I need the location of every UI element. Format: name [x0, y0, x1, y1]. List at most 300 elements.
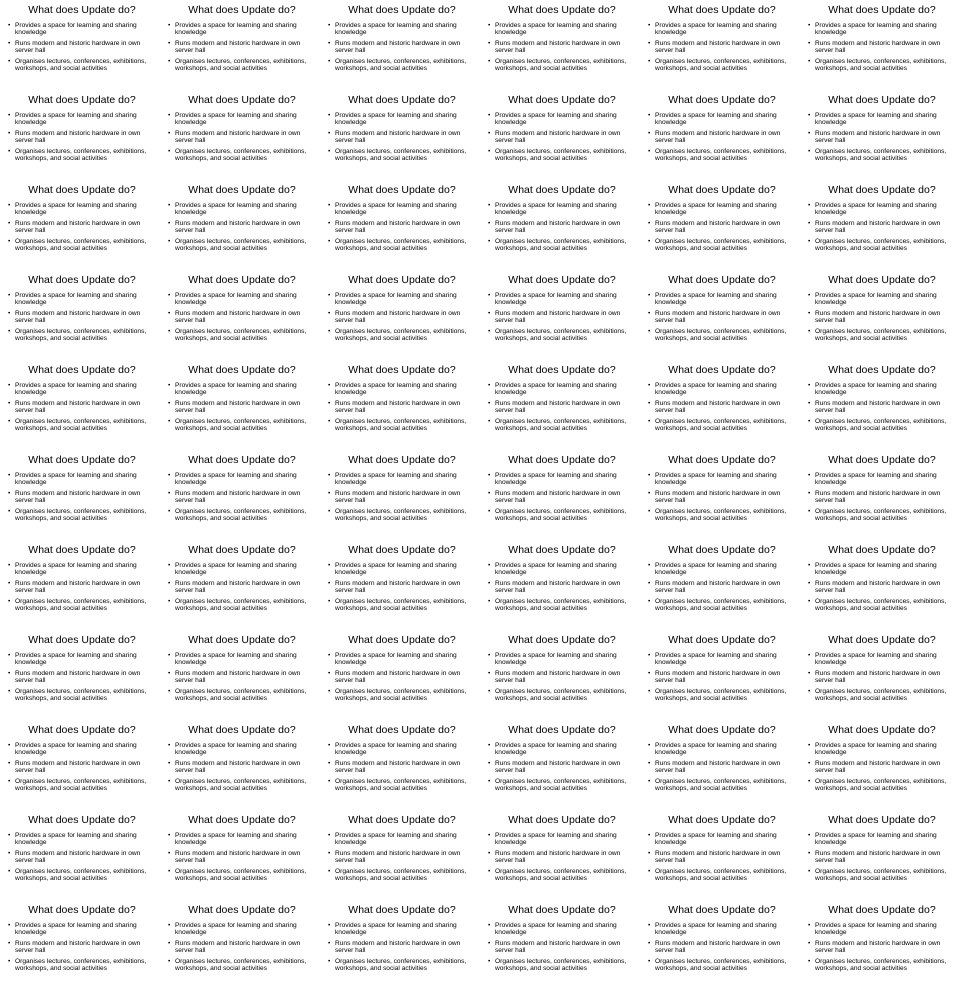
card-title: What does Update do? — [28, 364, 136, 376]
bullet-icon: • — [328, 327, 331, 335]
list-item-text: Runs modern and historic hardware in own server hall — [655, 939, 781, 955]
card-bullet-list — [330, 562, 474, 612]
bullet-icon: • — [808, 292, 811, 299]
list-item-text: Runs modern and historic hardware in own server hall — [175, 579, 301, 595]
info-card — [0, 270, 160, 360]
info-card — [160, 360, 320, 450]
list-item-text: Organises lectures, conferences, exhibitions, workshops, and social activities — [15, 957, 147, 973]
bullet-icon: • — [328, 867, 331, 875]
bullet-icon: • — [168, 202, 171, 209]
list-item — [650, 508, 794, 523]
list-item-text: Provides a space for learning and sharing knowledge — [655, 472, 777, 487]
list-item-text: Runs modern and historic hardware in own server hall — [335, 939, 461, 955]
list-item — [490, 562, 634, 577]
list-item — [330, 688, 474, 703]
bullet-icon: • — [8, 832, 11, 839]
bullet-icon: • — [8, 849, 11, 857]
bullet-icon: • — [648, 939, 651, 947]
info-card — [640, 900, 800, 990]
bullet-icon: • — [168, 489, 171, 497]
bullet-icon: • — [488, 579, 491, 587]
list-item-text: Organises lectures, conferences, exhibitions, workshops, and social activities — [335, 57, 467, 73]
bullet-icon: • — [168, 867, 171, 875]
card-title: What does Update do? — [508, 454, 616, 466]
list-item — [490, 850, 634, 865]
list-item-text: Organises lectures, conferences, exhibitions, workshops, and social activities — [15, 57, 147, 73]
list-item — [810, 220, 954, 235]
list-item-text: Runs modern and historic hardware in own server hall — [495, 939, 621, 955]
bullet-icon: • — [648, 652, 651, 659]
info-card — [800, 900, 960, 990]
list-item-text: Provides a space for learning and sharing knowledge — [655, 22, 777, 37]
list-item — [650, 598, 794, 613]
bullet-icon: • — [648, 382, 651, 389]
list-item — [810, 580, 954, 595]
list-item-text: Runs modern and historic hardware in own server hall — [335, 129, 461, 145]
bullet-icon: • — [488, 759, 491, 767]
list-item-text: Runs modern and historic hardware in own server hall — [335, 489, 461, 505]
bullet-icon: • — [8, 237, 11, 245]
list-item — [490, 472, 634, 487]
list-item-text: Provides a space for learning and sharing knowledge — [815, 112, 937, 127]
list-item-text: Organises lectures, conferences, exhibitions, workshops, and social activities — [655, 687, 787, 703]
list-item — [10, 292, 154, 307]
list-item — [810, 382, 954, 397]
card-title: What does Update do? — [668, 454, 776, 466]
info-card — [0, 360, 160, 450]
list-item — [650, 130, 794, 145]
card-title: What does Update do? — [188, 814, 296, 826]
list-item — [10, 310, 154, 325]
list-item — [650, 112, 794, 127]
card-bullet-list — [170, 922, 314, 972]
bullet-icon: • — [488, 562, 491, 569]
list-item-text: Organises lectures, conferences, exhibitions, workshops, and social activities — [495, 867, 627, 883]
bullet-icon: • — [168, 687, 171, 695]
bullet-icon: • — [328, 507, 331, 515]
info-card — [640, 180, 800, 270]
bullet-icon: • — [328, 219, 331, 227]
info-card — [800, 180, 960, 270]
list-item-text: Provides a space for learning and sharing knowledge — [175, 562, 297, 577]
list-item — [170, 490, 314, 505]
list-item — [170, 292, 314, 307]
bullet-icon: • — [168, 147, 171, 155]
list-item-text: Provides a space for learning and sharing knowledge — [495, 922, 617, 937]
list-item — [10, 958, 154, 973]
bullet-icon: • — [168, 669, 171, 677]
list-item — [490, 310, 634, 325]
bullet-icon: • — [168, 562, 171, 569]
list-item-text: Provides a space for learning and sharing knowledge — [335, 202, 457, 217]
list-item-text: Provides a space for learning and sharing knowledge — [15, 472, 137, 487]
card-title: What does Update do? — [828, 724, 936, 736]
card-title: What does Update do? — [508, 634, 616, 646]
list-item-text: Runs modern and historic hardware in own server hall — [495, 129, 621, 145]
card-bullet-list — [490, 292, 634, 342]
list-item — [650, 400, 794, 415]
card-bullet-list — [170, 202, 314, 252]
list-item — [330, 130, 474, 145]
list-item-text: Organises lectures, conferences, exhibitions, workshops, and social activities — [495, 507, 627, 523]
list-item-text: Provides a space for learning and sharing knowledge — [335, 112, 457, 127]
list-item — [330, 238, 474, 253]
bullet-icon: • — [8, 57, 11, 65]
list-item — [650, 850, 794, 865]
info-card — [320, 360, 480, 450]
list-item — [330, 868, 474, 883]
bullet-icon: • — [328, 472, 331, 479]
list-item — [170, 688, 314, 703]
info-card — [640, 360, 800, 450]
list-item — [10, 40, 154, 55]
card-bullet-list — [330, 112, 474, 162]
info-card — [0, 900, 160, 990]
list-item — [650, 580, 794, 595]
list-item-text: Organises lectures, conferences, exhibitions, workshops, and social activities — [335, 957, 467, 973]
list-item — [330, 58, 474, 73]
bullet-icon: • — [488, 867, 491, 875]
list-item-text: Organises lectures, conferences, exhibitions, workshops, and social activities — [815, 327, 947, 343]
list-item-text: Organises lectures, conferences, exhibitions, workshops, and social activities — [815, 777, 947, 793]
list-item — [10, 940, 154, 955]
card-title: What does Update do? — [828, 94, 936, 106]
list-item — [810, 148, 954, 163]
bullet-icon: • — [8, 579, 11, 587]
list-item — [170, 562, 314, 577]
list-item-text: Provides a space for learning and sharing knowledge — [335, 22, 457, 37]
card-bullet-list — [810, 472, 954, 522]
list-item-text: Organises lectures, conferences, exhibitions, workshops, and social activities — [175, 57, 307, 73]
list-item-text: Runs modern and historic hardware in own server hall — [655, 849, 781, 865]
info-card — [800, 90, 960, 180]
list-item-text: Runs modern and historic hardware in own server hall — [495, 579, 621, 595]
card-title: What does Update do? — [28, 724, 136, 736]
list-item — [810, 328, 954, 343]
bullet-icon: • — [328, 777, 331, 785]
list-item — [10, 562, 154, 577]
list-item-text: Organises lectures, conferences, exhibitions, workshops, and social activities — [335, 867, 467, 883]
info-card — [160, 0, 320, 90]
list-item — [170, 508, 314, 523]
list-item-text: Provides a space for learning and sharing knowledge — [175, 22, 297, 37]
bullet-icon: • — [168, 957, 171, 965]
list-item-text: Organises lectures, conferences, exhibitions, workshops, and social activities — [815, 147, 947, 163]
list-item-text: Runs modern and historic hardware in own server hall — [175, 489, 301, 505]
bullet-icon: • — [648, 687, 651, 695]
bullet-icon: • — [168, 57, 171, 65]
list-item — [170, 580, 314, 595]
list-item — [330, 112, 474, 127]
bullet-icon: • — [648, 147, 651, 155]
bullet-icon: • — [648, 417, 651, 425]
info-card — [160, 810, 320, 900]
bullet-icon: • — [808, 399, 811, 407]
list-item — [650, 868, 794, 883]
bullet-icon: • — [168, 507, 171, 515]
bullet-icon: • — [168, 112, 171, 119]
list-item — [330, 310, 474, 325]
card-title: What does Update do? — [828, 4, 936, 16]
bullet-icon: • — [168, 472, 171, 479]
list-item — [170, 220, 314, 235]
list-item — [650, 22, 794, 37]
bullet-icon: • — [8, 597, 11, 605]
bullet-icon: • — [328, 579, 331, 587]
list-item — [650, 40, 794, 55]
list-item — [330, 922, 474, 937]
card-title: What does Update do? — [188, 904, 296, 916]
bullet-icon: • — [328, 382, 331, 389]
info-card — [160, 900, 320, 990]
list-item — [810, 760, 954, 775]
card-title: What does Update do? — [188, 4, 296, 16]
list-item — [170, 472, 314, 487]
bullet-icon: • — [488, 507, 491, 515]
bullet-icon: • — [488, 309, 491, 317]
card-title: What does Update do? — [508, 364, 616, 376]
card-title: What does Update do? — [28, 544, 136, 556]
card-title: What does Update do? — [828, 814, 936, 826]
card-bullet-list — [170, 562, 314, 612]
bullet-icon: • — [8, 39, 11, 47]
list-item-text: Runs modern and historic hardware in own server hall — [815, 849, 941, 865]
list-item — [810, 922, 954, 937]
list-item — [490, 130, 634, 145]
list-item-text: Organises lectures, conferences, exhibitions, workshops, and social activities — [815, 867, 947, 883]
card-title: What does Update do? — [348, 364, 456, 376]
bullet-icon: • — [8, 399, 11, 407]
card-bullet-list — [330, 832, 474, 882]
list-item-text: Provides a space for learning and sharing knowledge — [15, 922, 137, 937]
info-card — [160, 270, 320, 360]
bullet-icon: • — [808, 237, 811, 245]
list-item — [330, 940, 474, 955]
list-item-text: Organises lectures, conferences, exhibitions, workshops, and social activities — [815, 507, 947, 523]
bullet-icon: • — [168, 22, 171, 29]
card-bullet-list — [650, 202, 794, 252]
bullet-icon: • — [808, 57, 811, 65]
list-item — [490, 580, 634, 595]
list-item — [170, 868, 314, 883]
list-item — [650, 490, 794, 505]
info-card — [320, 270, 480, 360]
list-item — [10, 130, 154, 145]
card-bullet-list — [650, 112, 794, 162]
card-title: What does Update do? — [668, 274, 776, 286]
list-item-text: Organises lectures, conferences, exhibitions, workshops, and social activities — [335, 687, 467, 703]
bullet-icon: • — [488, 237, 491, 245]
card-bullet-list — [10, 742, 154, 792]
list-item — [170, 832, 314, 847]
list-item — [170, 40, 314, 55]
bullet-icon: • — [168, 382, 171, 389]
list-item — [490, 868, 634, 883]
list-item-text: Provides a space for learning and sharing knowledge — [815, 742, 937, 757]
list-item — [810, 832, 954, 847]
bullet-icon: • — [648, 39, 651, 47]
bullet-icon: • — [808, 472, 811, 479]
info-card — [320, 540, 480, 630]
list-item — [810, 688, 954, 703]
list-item-text: Provides a space for learning and sharing knowledge — [175, 832, 297, 847]
bullet-icon: • — [808, 939, 811, 947]
info-card — [480, 540, 640, 630]
list-item — [810, 562, 954, 577]
list-item-text: Organises lectures, conferences, exhibitions, workshops, and social activities — [15, 777, 147, 793]
bullet-icon: • — [8, 129, 11, 137]
bullet-icon: • — [328, 597, 331, 605]
card-bullet-list — [650, 292, 794, 342]
bullet-icon: • — [808, 22, 811, 29]
list-item — [810, 958, 954, 973]
bullet-icon: • — [8, 742, 11, 749]
info-card — [0, 450, 160, 540]
list-item-text: Provides a space for learning and sharing knowledge — [815, 292, 937, 307]
bullet-icon: • — [808, 382, 811, 389]
bullet-icon: • — [648, 867, 651, 875]
list-item-text: Organises lectures, conferences, exhibitions, workshops, and social activities — [15, 327, 147, 343]
info-card — [0, 0, 160, 90]
list-item — [650, 472, 794, 487]
info-card — [480, 900, 640, 990]
bullet-icon: • — [808, 489, 811, 497]
card-title: What does Update do? — [188, 454, 296, 466]
bullet-icon: • — [808, 687, 811, 695]
list-item-text: Provides a space for learning and sharing knowledge — [335, 742, 457, 757]
list-item-text: Organises lectures, conferences, exhibitions, workshops, and social activities — [655, 777, 787, 793]
card-title: What does Update do? — [348, 634, 456, 646]
list-item — [490, 940, 634, 955]
card-bullet-list — [10, 292, 154, 342]
bullet-icon: • — [168, 417, 171, 425]
list-item-text: Organises lectures, conferences, exhibitions, workshops, and social activities — [175, 147, 307, 163]
list-item — [330, 742, 474, 757]
bullet-icon: • — [488, 112, 491, 119]
list-item-text: Runs modern and historic hardware in own server hall — [655, 129, 781, 145]
card-title: What does Update do? — [668, 184, 776, 196]
info-card — [0, 90, 160, 180]
list-item — [10, 670, 154, 685]
list-item — [810, 742, 954, 757]
bullet-icon: • — [328, 237, 331, 245]
card-bullet-list — [810, 382, 954, 432]
card-title: What does Update do? — [668, 724, 776, 736]
list-item — [170, 238, 314, 253]
bullet-icon: • — [328, 39, 331, 47]
card-title: What does Update do? — [508, 904, 616, 916]
bullet-icon: • — [808, 562, 811, 569]
info-card — [800, 270, 960, 360]
card-bullet-list — [170, 472, 314, 522]
list-item-text: Runs modern and historic hardware in own server hall — [815, 579, 941, 595]
list-item-text: Organises lectures, conferences, exhibitions, workshops, and social activities — [495, 57, 627, 73]
list-item-text: Organises lectures, conferences, exhibitions, workshops, and social activities — [335, 147, 467, 163]
list-item — [650, 310, 794, 325]
list-item — [490, 40, 634, 55]
list-item — [490, 832, 634, 847]
info-card — [640, 810, 800, 900]
list-item-text: Runs modern and historic hardware in own server hall — [15, 219, 141, 235]
list-item — [810, 202, 954, 217]
list-item-text: Provides a space for learning and sharing knowledge — [495, 742, 617, 757]
list-item-text: Organises lectures, conferences, exhibitions, workshops, and social activities — [655, 237, 787, 253]
list-item — [490, 382, 634, 397]
bullet-icon: • — [8, 562, 11, 569]
list-item-text: Organises lectures, conferences, exhibitions, workshops, and social activities — [495, 237, 627, 253]
list-item-text: Runs modern and historic hardware in own server hall — [815, 219, 941, 235]
list-item — [170, 850, 314, 865]
card-title: What does Update do? — [348, 544, 456, 556]
bullet-icon: • — [808, 849, 811, 857]
list-item — [10, 58, 154, 73]
list-item-text: Runs modern and historic hardware in own server hall — [15, 849, 141, 865]
list-item — [10, 688, 154, 703]
bullet-icon: • — [808, 327, 811, 335]
list-item-text: Organises lectures, conferences, exhibitions, workshops, and social activities — [815, 957, 947, 973]
list-item-text: Runs modern and historic hardware in own server hall — [655, 579, 781, 595]
info-card — [480, 810, 640, 900]
list-item — [170, 418, 314, 433]
list-item-text: Provides a space for learning and sharing knowledge — [815, 832, 937, 847]
card-title: What does Update do? — [348, 94, 456, 106]
list-item-text: Provides a space for learning and sharing knowledge — [495, 292, 617, 307]
list-item-text: Organises lectures, conferences, exhibitions, workshops, and social activities — [335, 777, 467, 793]
list-item — [810, 22, 954, 37]
list-item — [10, 328, 154, 343]
card-bullet-list — [810, 562, 954, 612]
list-item — [170, 760, 314, 775]
bullet-icon: • — [648, 759, 651, 767]
list-item — [330, 850, 474, 865]
list-item-text: Organises lectures, conferences, exhibitions, workshops, and social activities — [815, 237, 947, 253]
bullet-icon: • — [328, 759, 331, 767]
list-item-text: Provides a space for learning and sharing knowledge — [655, 832, 777, 847]
list-item-text: Organises lectures, conferences, exhibitions, workshops, and social activities — [495, 147, 627, 163]
list-item — [490, 112, 634, 127]
bullet-icon: • — [648, 579, 651, 587]
bullet-icon: • — [808, 417, 811, 425]
bullet-icon: • — [808, 922, 811, 929]
bullet-icon: • — [328, 652, 331, 659]
card-bullet-list — [490, 382, 634, 432]
info-card — [640, 450, 800, 540]
list-item-text: Provides a space for learning and sharing knowledge — [15, 22, 137, 37]
list-item-text: Provides a space for learning and sharing knowledge — [655, 202, 777, 217]
bullet-icon: • — [8, 687, 11, 695]
bullet-icon: • — [488, 742, 491, 749]
bullet-icon: • — [168, 292, 171, 299]
card-title: What does Update do? — [508, 274, 616, 286]
list-item — [330, 760, 474, 775]
list-item-text: Provides a space for learning and sharing knowledge — [15, 292, 137, 307]
card-bullet-list — [810, 652, 954, 702]
list-item-text: Organises lectures, conferences, exhibitions, workshops, and social activities — [495, 327, 627, 343]
list-item-text: Provides a space for learning and sharing knowledge — [655, 742, 777, 757]
list-item — [490, 148, 634, 163]
info-card — [640, 90, 800, 180]
bullet-icon: • — [488, 472, 491, 479]
list-item-text: Runs modern and historic hardware in own server hall — [655, 759, 781, 775]
list-item — [650, 832, 794, 847]
list-item — [10, 148, 154, 163]
list-item — [330, 22, 474, 37]
list-item-text: Organises lectures, conferences, exhibitions, workshops, and social activities — [15, 147, 147, 163]
list-item-text: Runs modern and historic hardware in own server hall — [335, 39, 461, 55]
card-title: What does Update do? — [28, 814, 136, 826]
list-item-text: Runs modern and historic hardware in own server hall — [655, 669, 781, 685]
list-item-text: Runs modern and historic hardware in own server hall — [15, 39, 141, 55]
